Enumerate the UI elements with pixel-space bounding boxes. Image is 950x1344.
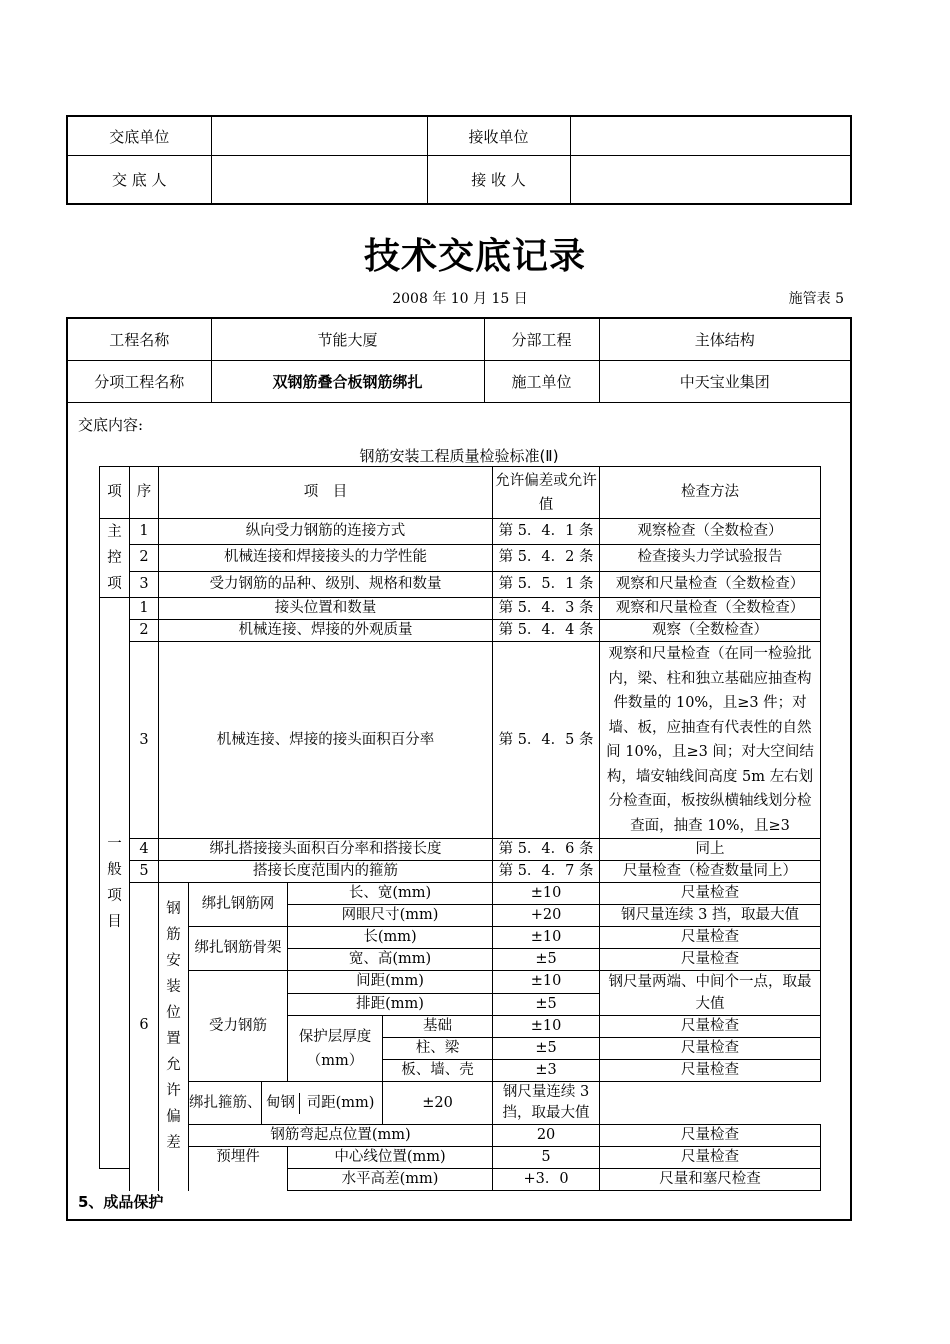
contractor-value: 中天宝业集团 <box>599 361 850 403</box>
row-method: 尺量检查（检查数量同上） <box>600 861 821 883</box>
cover-label: 保护层厚度（mm） <box>288 1016 383 1082</box>
main-group-label: 主控项 <box>100 519 130 598</box>
row-tolerance: 第 5．4．1 条 <box>493 519 600 545</box>
row-tolerance: 第 5．4．3 条 <box>493 598 600 620</box>
page-title: 技术交底记录 <box>363 236 586 277</box>
row-name: 绑扎搭接接头面积百分率和搭接长度 <box>159 839 493 861</box>
col-seq-header: 序 <box>130 467 159 519</box>
bend-tol: 20 <box>493 1125 600 1147</box>
table-row <box>100 927 821 949</box>
stirrup-label-a: 绑扎箍筋、 <box>189 1082 262 1125</box>
blank-cell <box>100 1169 130 1191</box>
cover-slab-tol: ±3 <box>493 1060 600 1082</box>
table-row <box>100 642 821 839</box>
row-name: 接头位置和数量 <box>159 598 493 620</box>
row-method: 观察（全数检查） <box>600 620 821 642</box>
subitem-label: 分项工程名称 <box>68 361 211 403</box>
row-seq: 1 <box>130 519 159 545</box>
row-spacing-tol: ±5 <box>493 993 600 1016</box>
cover-base-method: 尺量检查 <box>600 1016 821 1038</box>
mesh-length-method: 尺量检查 <box>600 883 821 905</box>
table-row <box>100 883 821 905</box>
receiver-person-value <box>570 156 851 205</box>
cover-col-item: 柱、梁 <box>383 1038 493 1060</box>
row-method: 观察和尺量检查（在同一检验批内，梁、柱和独立基础应抽查构件数量的 10%，且≥3 件；对墙、板，应抽查有代表性的自然间 10%，且≥3 间；对大空间结构，墙安轴线间高度 5m 左右划分检查面，板按纵横轴线划分检查面，抽查 10%，且≥3 <box>600 642 821 839</box>
receiver-person-label: 接 收 人 <box>427 156 570 205</box>
division-value: 主体结构 <box>599 319 850 361</box>
cover-col-tol: ±5 <box>493 1038 600 1060</box>
table-row <box>100 1082 821 1125</box>
row-name: 受力钢筋的品种、级别、规格和数量 <box>159 571 493 597</box>
blank-cell <box>189 1169 288 1191</box>
row-tolerance: 第 5．4．6 条 <box>493 839 600 861</box>
table-row <box>100 971 821 994</box>
embed-center-method: 尺量检查 <box>600 1147 821 1169</box>
cover-col-method: 尺量检查 <box>600 1038 821 1060</box>
row-seq: 6 <box>130 883 159 1169</box>
row-tolerance: 第 5．4．7 条 <box>493 861 600 883</box>
record-date: 2008 年 10 月 15 日 <box>392 291 528 307</box>
row-method: 同上 <box>600 839 821 861</box>
row-seq: 3 <box>130 571 159 597</box>
handover-info-table <box>66 115 852 205</box>
row-seq: 5 <box>130 861 159 883</box>
row-name: 纵向受力钢筋的连接方式 <box>159 519 493 545</box>
row-name: 机械连接、焊接的外观质量 <box>159 620 493 642</box>
general-group-label: 一般项目 <box>100 598 130 1169</box>
project-header-table <box>68 319 850 403</box>
form-number: 施管表 5 <box>788 291 844 307</box>
row-seq: 4 <box>130 839 159 861</box>
inspection-standard-table <box>99 466 821 1191</box>
cage-length-method: 尺量检查 <box>600 927 821 949</box>
row-tolerance: 第 5．4．4 条 <box>493 620 600 642</box>
stirrup-cell <box>262 1082 383 1125</box>
row-seq: 1 <box>130 598 159 620</box>
stirrup-label-b: 甸钢 <box>263 1093 300 1114</box>
row-name: 搭接长度范围内的箍筋 <box>159 861 493 883</box>
table-row <box>100 1169 821 1191</box>
mesh-label: 绑扎钢筋网 <box>189 883 288 927</box>
mesh-eye-item: 网眼尺寸(mm) <box>288 905 493 927</box>
mesh-eye-tol: +20 <box>493 905 600 927</box>
section-5-title: 5、成品保护 <box>78 1193 164 1211</box>
record-frame <box>66 317 852 1221</box>
mesh-length-item: 长、宽(mm) <box>288 883 493 905</box>
handover-person-label: 交 底 人 <box>67 156 211 205</box>
cage-wh-item: 宽、高(mm) <box>288 949 493 971</box>
embed-level-item: 水平高差(mm) <box>288 1169 493 1191</box>
table-row <box>100 620 821 642</box>
position-tolerance-group: 钢筋安装位置允许偏差 <box>159 883 189 1169</box>
project-name-label: 工程名称 <box>68 319 211 361</box>
row-tolerance: 第 5．4．5 条 <box>493 642 600 839</box>
row-seq: 3 <box>130 642 159 839</box>
main-bar-label: 受力钢筋 <box>189 971 288 1082</box>
row-seq: 2 <box>130 545 159 571</box>
row-spacing-item: 排距(mm) <box>288 993 493 1016</box>
mesh-eye-method: 钢尺量连续 3 挡，取最大值 <box>600 905 821 927</box>
table-row <box>100 571 821 597</box>
row-method: 观察和尺量检查（全数检查） <box>600 598 821 620</box>
content-label: 交底内容: <box>78 416 144 434</box>
standard-title: 钢筋安装工程质量检验标准(Ⅱ) <box>359 447 559 465</box>
row-tolerance: 第 5．5．1 条 <box>493 571 600 597</box>
cage-wh-method: 尺量检查 <box>600 949 821 971</box>
cover-slab-item: 板、墙、壳 <box>383 1060 493 1082</box>
contractor-label: 施工单位 <box>484 361 599 403</box>
table-row <box>100 519 821 545</box>
row-tolerance: 第 5．4．2 条 <box>493 545 600 571</box>
stirrup-label-c: 司距(mm) <box>306 1094 375 1111</box>
spacing-method: 钢尺量两端、中间个一点，取最大值 <box>600 971 821 1016</box>
cage-length-tol: ±10 <box>493 927 600 949</box>
cage-label: 绑扎钢筋骨架 <box>189 927 288 971</box>
row-method: 检查接头力学试验报告 <box>600 545 821 571</box>
cover-base-item: 基础 <box>383 1016 493 1038</box>
embed-center-item: 中心线位置(mm) <box>288 1147 493 1169</box>
cover-base-tol: ±10 <box>493 1016 600 1038</box>
table-row <box>100 598 821 620</box>
table-row <box>100 545 821 571</box>
table-row <box>100 861 821 883</box>
col-name-header: 项 目 <box>159 467 493 519</box>
project-name-value: 节能大厦 <box>211 319 484 361</box>
stirrup-method: 钢尺量连续 3 挡，取最大值 <box>493 1082 600 1125</box>
col-tolerance-header: 允许偏差或允许值 <box>493 467 600 519</box>
mesh-length-tol: ±10 <box>493 883 600 905</box>
table-row <box>100 1125 821 1147</box>
row-method: 观察检查（全数检查） <box>600 519 821 545</box>
row-method: 观察和尺量检查（全数检查） <box>600 571 821 597</box>
handover-unit-value <box>211 116 427 156</box>
spacing-item: 间距(mm) <box>288 971 493 994</box>
subitem-value: 双钢筋叠合板钢筋绑扎 <box>211 361 484 403</box>
table-header-row <box>100 467 821 519</box>
blank-cell <box>159 1169 189 1191</box>
handover-unit-label: 交底单位 <box>67 116 211 156</box>
cover-slab-method: 尺量检查 <box>600 1060 821 1082</box>
receiver-unit-value <box>570 116 851 156</box>
embed-level-tol: +3．0 <box>493 1169 600 1191</box>
col-method-header: 检查方法 <box>600 467 821 519</box>
handover-person-value <box>211 156 427 205</box>
blank-cell <box>130 1169 159 1191</box>
bend-method: 尺量检查 <box>600 1125 821 1147</box>
embed-center-tol: 5 <box>493 1147 600 1169</box>
receiver-unit-label: 接收单位 <box>427 116 570 156</box>
table-row <box>100 1147 821 1169</box>
row-seq: 2 <box>130 620 159 642</box>
stirrup-tol: ±20 <box>383 1082 493 1125</box>
division-label: 分部工程 <box>484 319 599 361</box>
row-name: 机械连接、焊接的接头面积百分率 <box>159 642 493 839</box>
embed-label: 预埋件 <box>189 1147 288 1169</box>
row-name: 机械连接和焊接接头的力学性能 <box>159 545 493 571</box>
embed-level-method: 尺量和塞尺检查 <box>600 1169 821 1191</box>
bend-item: 钢筋弯起点位置(mm) <box>189 1125 493 1147</box>
col-item-header: 项 <box>100 467 130 519</box>
cage-wh-tol: ±5 <box>493 949 600 971</box>
table-row <box>100 839 821 861</box>
cage-length-item: 长(mm) <box>288 927 493 949</box>
spacing-tol: ±10 <box>493 971 600 994</box>
